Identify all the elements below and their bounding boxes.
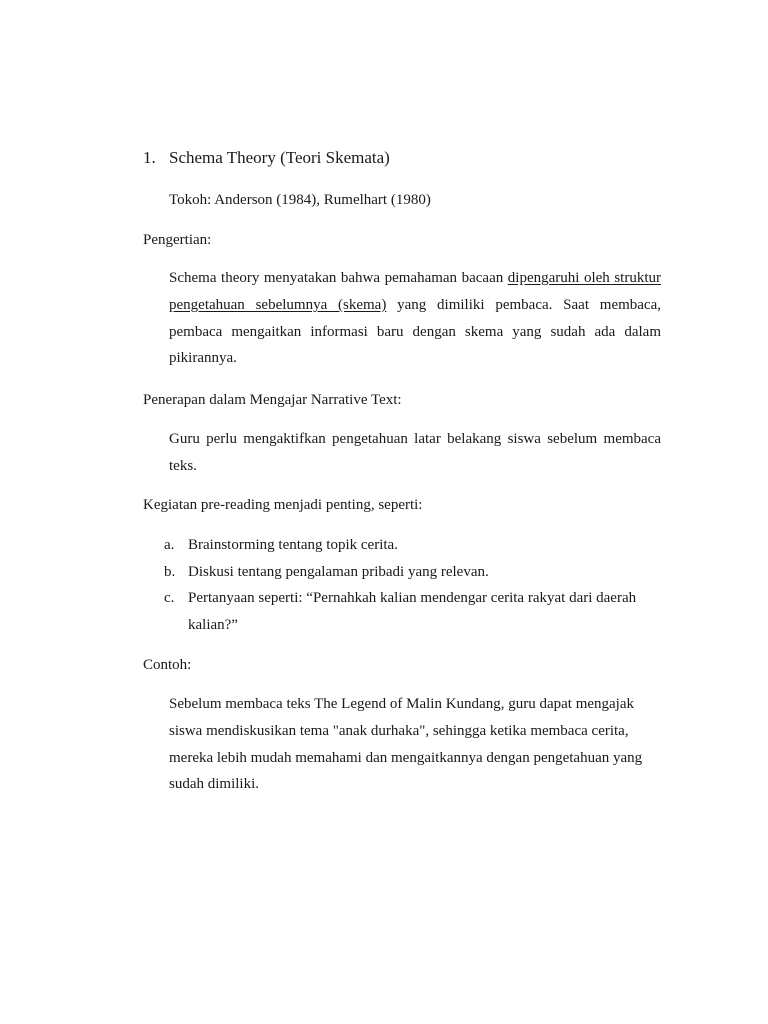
list-marker: a. xyxy=(164,537,175,553)
contoh-paragraph: Sebelum membaca teks The Legend of Malin Kundang, guru dapat mengajak siswa mendiskusikan tema "anak durhaka", sehingga ketika membaca cerita, mereka lebih mudah memahami dan mengaitkannya dengan pengetahuan yang sudah dimiliki. xyxy=(169,696,643,793)
list-item-text: Pertanyaan seperti: “Pernahkah kalian mendengar cerita rakyat dari daerah kalian?” xyxy=(188,590,637,633)
section-title: Schema Theory (Teori Skemata) xyxy=(169,148,390,167)
list-item xyxy=(164,559,664,586)
kegiatan-label: Kegiatan pre-reading menjadi penting, seperti: xyxy=(143,497,423,513)
contoh-label: Contoh: xyxy=(143,657,192,673)
pengertian-paragraph xyxy=(169,265,661,372)
list-item-text: Diskusi tentang pengalaman pribadi yang relevan. xyxy=(188,564,489,580)
list-marker: c. xyxy=(164,590,175,606)
tokoh-line: Tokoh: Anderson (1984), Rumelhart (1980) xyxy=(169,192,431,208)
penerapan-label: Penerapan dalam Mengajar Narrative Text: xyxy=(143,392,402,408)
list-item xyxy=(164,532,664,559)
list-item xyxy=(164,585,644,639)
section-heading xyxy=(143,146,661,170)
pengertian-label: Pengertian: xyxy=(143,232,212,248)
penerapan-paragraph: Guru perlu mengaktifkan pengetahuan latar belakang siswa sebelum membaca teks. xyxy=(169,431,661,474)
section-number: 1. xyxy=(143,148,156,167)
pengertian-text-after: yang dimiliki pembaca. Saat membaca, pembaca mengaitkan informasi baru dengan skema yang sudah ada dalam pikirannya. xyxy=(169,296,661,367)
pengertian-underlined-text: dipengaruhi oleh struktur pengetahuan sebelumnya (skema) xyxy=(169,270,662,313)
list-marker: b. xyxy=(164,564,176,580)
list-item-text: Brainstorming tentang topik cerita. xyxy=(188,537,398,553)
pengertian-text-before: Schema theory menyatakan bahwa pemahaman bacaan xyxy=(169,270,508,286)
